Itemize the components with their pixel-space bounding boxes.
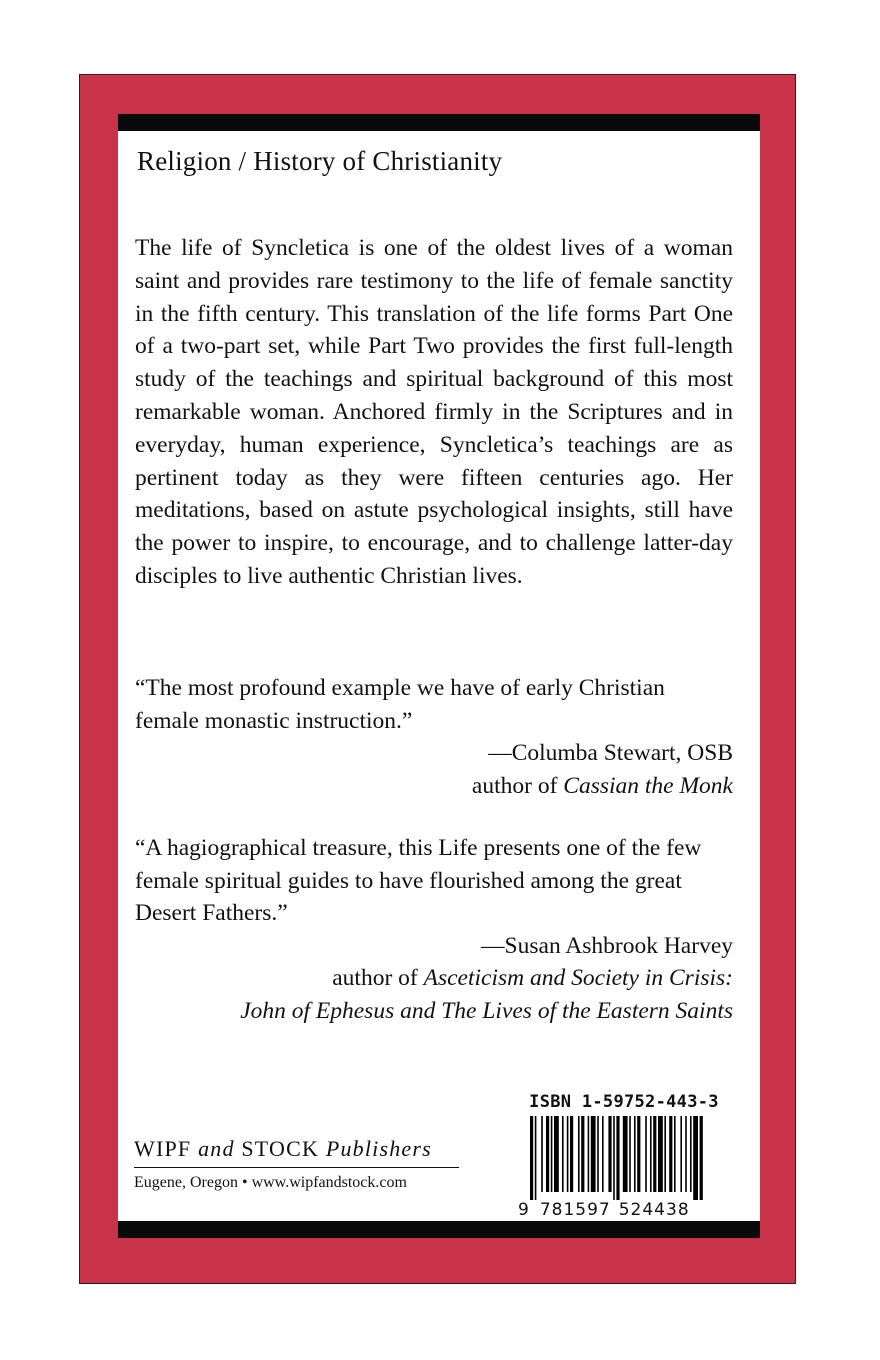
barcode-bar (602, 1116, 604, 1192)
barcode-bar (613, 1116, 615, 1200)
barcode-bar (567, 1116, 569, 1192)
publisher-location: Eugene, Oregon • www.wipfandstock.com (134, 1174, 407, 1191)
barcode-digits-left: 781597 (539, 1200, 611, 1220)
barcode-bar (530, 1116, 533, 1200)
author-of-label: author of (471, 772, 564, 799)
publisher-name-and: and (198, 1136, 235, 1161)
bottom-black-bar (118, 1221, 760, 1238)
endorsement-quote (135, 832, 733, 1028)
barcode-bar (541, 1116, 543, 1192)
barcode-bar (597, 1116, 599, 1192)
book-description: The life of Syncletica is one of the oldest lives of a woman saint and provides rare testimony to the life of female sanctity in the fifth century. This translation of the life forms Part One of a two-part set, while Part Two provides the first full-length study of the teachings and spiritual background of this most remarkable woman. Anchored firmly in the Scriptures and in everyday, human experience, Syncletica’s teachings are as pertinent today as they were fifteen centuries ago. Her meditations, based on astute psychological insights, still have the power to inspire, to encourage, and to challenge latter-day disciples to live authentic Christian lives. (135, 235, 733, 589)
barcode-bar (637, 1116, 640, 1192)
publisher-imprint (134, 1136, 459, 1192)
barcode-bar (608, 1116, 611, 1192)
top-black-bar (118, 114, 760, 131)
barcode-bar (693, 1116, 698, 1200)
barcode-bar (546, 1116, 549, 1192)
book-title: Asceticism and Society in Crisis: (423, 965, 733, 992)
barcode-bar (623, 1116, 628, 1192)
quote-text: “A hagiographical treasure, this Life presents one of the few female spiritual guides to have flourished among the great Desert Fathers.” (135, 835, 702, 927)
publisher-name (134, 1136, 459, 1168)
barcode-bar (653, 1116, 656, 1192)
category-heading: Religion / History of Christianity (137, 146, 503, 176)
publisher-name-part: STOCK (234, 1136, 326, 1161)
barcode-digits-right: 524438 (618, 1200, 690, 1220)
endorsement-quote (135, 672, 733, 802)
barcode-bar (578, 1116, 580, 1192)
isbn-label: ISBN 1-59752-443-3 (529, 1092, 719, 1112)
quote-attribution: —Columba Stewart, OSB (488, 740, 733, 767)
barcode-bar (669, 1116, 672, 1192)
author-of-label: author of (332, 965, 424, 992)
barcode-bar (700, 1116, 703, 1200)
barcode-digit-lead: 9 (518, 1200, 530, 1220)
barcode-bar (645, 1116, 647, 1192)
barcode-bar (535, 1116, 537, 1200)
cover-text-panel (118, 114, 760, 1238)
quote-author-credit (135, 962, 733, 995)
barcode-bar (570, 1116, 573, 1192)
barcode-bar (658, 1116, 663, 1192)
barcode-bar (680, 1116, 682, 1192)
barcode-bar (664, 1116, 666, 1192)
barcode-bar (562, 1116, 564, 1192)
barcode-bar (591, 1116, 596, 1192)
barcode-bar (629, 1116, 631, 1192)
barcode-bar (685, 1116, 687, 1192)
quote-attribution: —Susan Ashbrook Harvey (481, 932, 733, 959)
quote-author-credit (135, 770, 733, 803)
barcode-bars (518, 1116, 730, 1200)
isbn-barcode (518, 1092, 730, 1220)
barcode-bar (588, 1116, 590, 1192)
barcode-bar (634, 1116, 636, 1192)
barcode-digits (518, 1200, 730, 1220)
quote-text: “The most profound example we have of early Christian female monastic instruction.” (135, 675, 665, 734)
book-title-continued: John of Ephesus and The Lives of the Eastern Saints (240, 997, 733, 1024)
barcode-bar (581, 1116, 584, 1192)
barcode-bar (554, 1116, 559, 1192)
book-title: Cassian the Monk (563, 772, 733, 799)
barcode-bar (551, 1116, 553, 1192)
barcode-bar (650, 1116, 652, 1192)
publisher-name-publishers: Publishers (325, 1136, 432, 1161)
barcode-bar (616, 1116, 619, 1200)
barcode-bar (690, 1116, 692, 1192)
publisher-name-part: WIPF (134, 1136, 199, 1161)
barcode-bar (674, 1116, 676, 1192)
